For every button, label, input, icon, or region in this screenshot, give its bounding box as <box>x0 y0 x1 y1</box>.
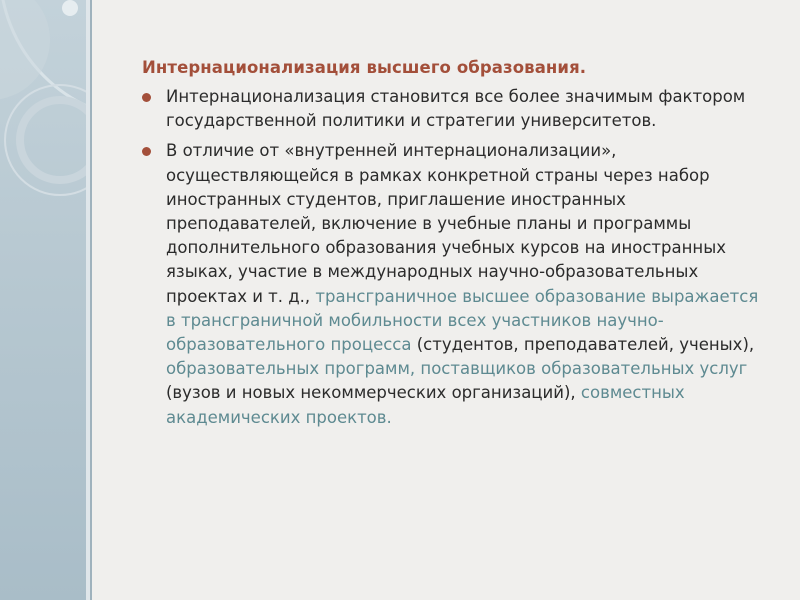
bullet-dot-icon <box>142 93 151 102</box>
slide-title: Интернационализация высшего образования. <box>142 58 587 77</box>
bullet-item <box>142 85 762 133</box>
slide-content <box>142 58 762 436</box>
bullet-text: (студентов, преподавателей, ученых), <box>411 335 755 355</box>
highlighted-text: образовательных программ, поставщиков образовательных услуг <box>166 359 748 379</box>
bullet-text: В отличие от «внутренней интернационализации», осуществляющейся в рамках конкретной страны через набор иностранных студентов, приглашение иностранных преподавателей, включение в учебные планы и программы дополнительного образования учебных курсов на иностранных языках, участие в международных научно-образовательных проектах и т. д., <box>166 141 727 306</box>
bullet-list <box>142 85 762 430</box>
decorative-circles <box>0 0 90 600</box>
highlighted-text: трансграничное высшее образование выражается в трансграничной мобильности всех участников научно-образовательного процесса <box>166 286 759 355</box>
bullet-dot-icon <box>142 147 151 156</box>
bullet-text: (вузов и новых некоммерческих организаций), <box>166 383 581 403</box>
decorative-sidebar <box>0 0 90 600</box>
bullet-text: Интернационализация становится все более значимым фактором государственной политики и стратегии университетов. <box>166 87 746 131</box>
bullet-item <box>142 139 762 429</box>
highlighted-text: совместных академических проектов. <box>166 383 685 427</box>
sidebar-divider <box>90 0 92 600</box>
